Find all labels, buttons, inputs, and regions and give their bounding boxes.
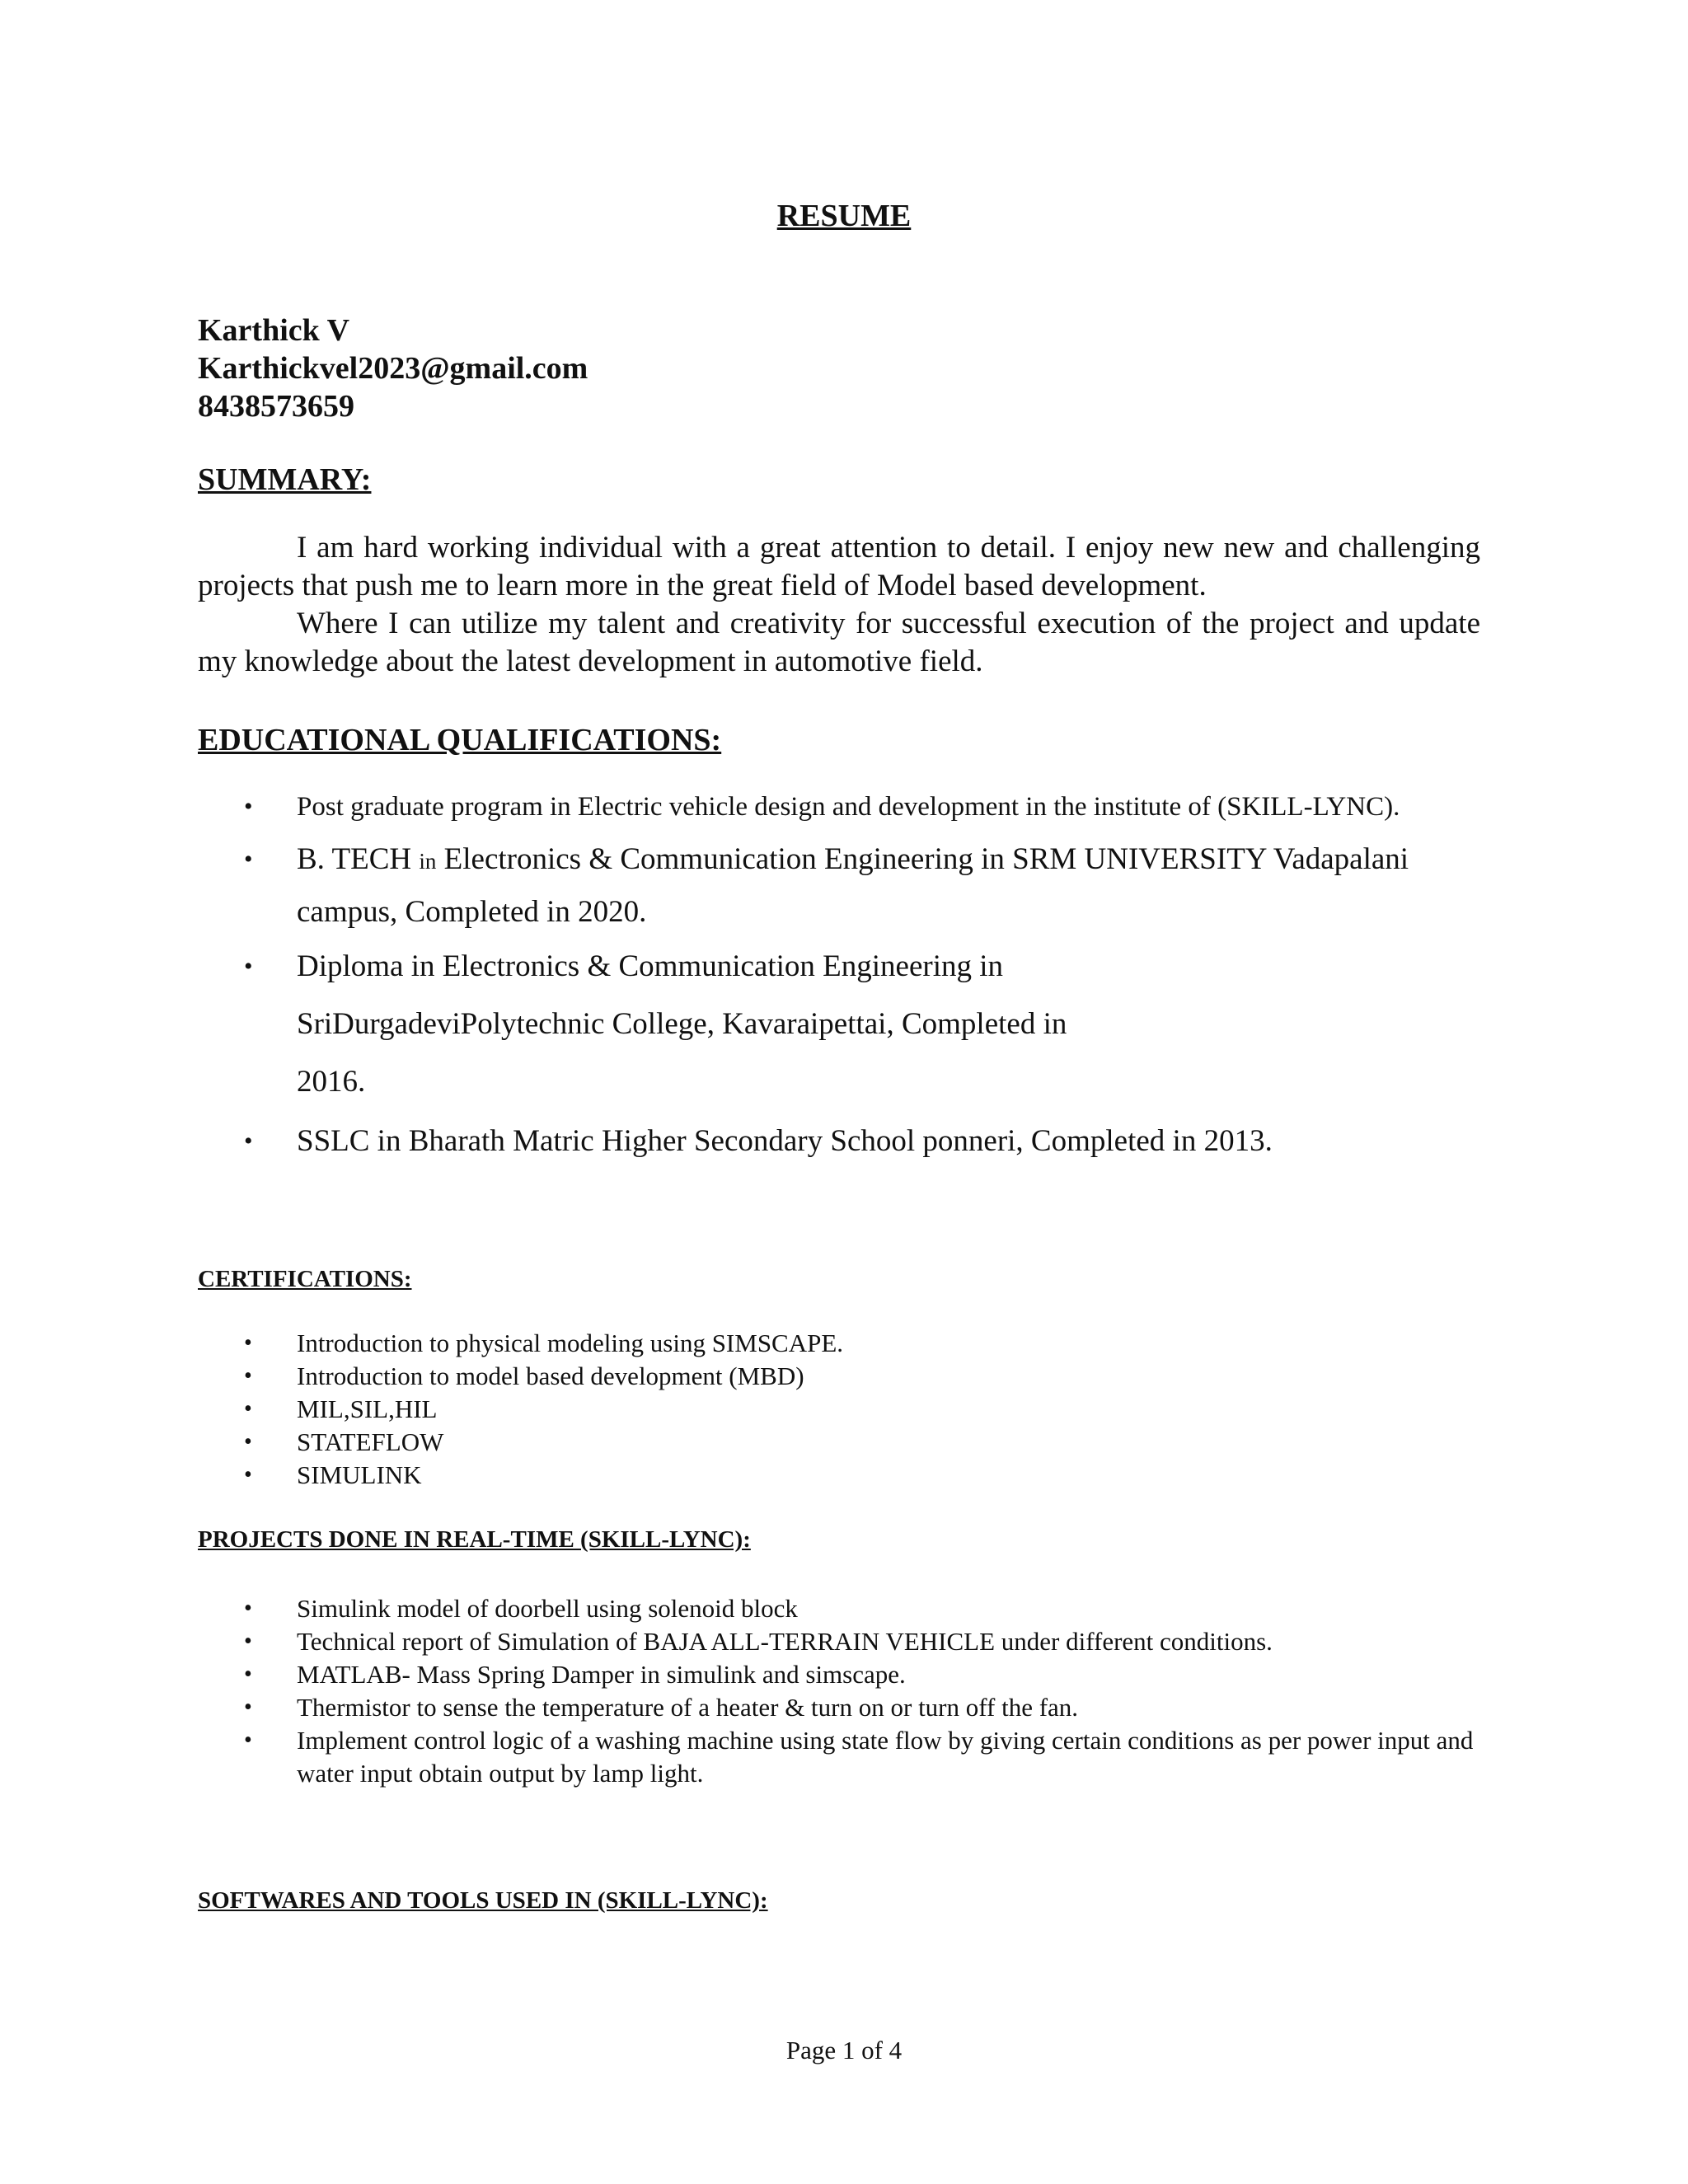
certifications-list [198, 1327, 1500, 1492]
certification-item: • MIL,SIL,HIL [198, 1393, 1500, 1426]
software-heading: SOFTWARES AND TOOLS USED IN (SKILL-LYNC): [198, 1887, 768, 1914]
certification-item: • STATEFLOW [198, 1426, 1500, 1459]
page-title: RESUME [776, 199, 912, 233]
education-item-text: Post graduate program in Electric vehicle design and development in the institute of (SKILL-LYNC). [297, 792, 1400, 822]
education-line: 2016. [297, 1065, 366, 1099]
certification-item: • Introduction to physical modeling using SIMSCAPE. [198, 1327, 1500, 1360]
project-item: • MATLAB- Mass Spring Damper in simulink and simscape. [198, 1658, 1500, 1691]
degree-detail: Electronics & Communication Engineering in SRM UNIVERSITY Vadapalani campus, Completed in 2020. [297, 842, 1409, 929]
project-item: • Simulink model of doorbell using solenoid block [198, 1592, 1500, 1625]
education-line: SriDurgadeviPolytechnic College, Kavaraipettai, Completed in [297, 1007, 1067, 1041]
education-item [198, 1116, 1484, 1167]
education-list [198, 783, 1484, 1167]
summary-paragraph: Where I can utilize my talent and creativity for successful execution of the project and update my knowledge about the latest development in automotive field. [198, 607, 1480, 678]
certification-item: • Introduction to model based development (MBD) [198, 1360, 1500, 1393]
candidate-name: Karthick V [198, 313, 350, 348]
candidate-phone: 8438573659 [198, 389, 354, 424]
education-item [198, 938, 1484, 1111]
summary-text [198, 529, 1480, 681]
summary-paragraph: I am hard working individual with a great attention to detail. I enjoy new new and challenging projects that push me to learn more in the great field of Model based development. [198, 531, 1480, 602]
projects-heading: PROJECTS DONE IN REAL-TIME (SKILL-LYNC): [198, 1526, 751, 1553]
education-item-text: SSLC in Bharath Matric Higher Secondary School ponneri, Completed in 2013. [297, 1124, 1273, 1158]
page-number: Page 1 of 4 [785, 2036, 903, 2064]
contact-block [198, 312, 588, 425]
candidate-email: Karthickvel2023@gmail.com [198, 351, 588, 386]
summary-heading: SUMMARY: [198, 462, 372, 497]
education-item [198, 783, 1484, 831]
certification-item: • SIMULINK [198, 1459, 1500, 1492]
education-heading: EDUCATIONAL QUALIFICATIONS: [198, 723, 722, 757]
certifications-heading: CERTIFICATIONS: [198, 1266, 412, 1292]
education-item [198, 834, 1484, 938]
degree-label: B. TECH [297, 842, 412, 876]
project-item: • Thermistor to sense the temperature of a heater & turn on or turn off the fan. [198, 1691, 1500, 1724]
degree-connector: in [419, 849, 437, 874]
project-item: • Implement control logic of a washing machine using state flow by giving certain conditions as per power input and water input obtain output by lamp light. [198, 1724, 1500, 1790]
project-item: • Technical report of Simulation of BAJA ALL-TERRAIN VEHICLE under different conditions. [198, 1625, 1500, 1658]
projects-list [198, 1592, 1500, 1790]
education-line: • Diploma in Electronics & Communication Engineering in [297, 949, 1003, 983]
